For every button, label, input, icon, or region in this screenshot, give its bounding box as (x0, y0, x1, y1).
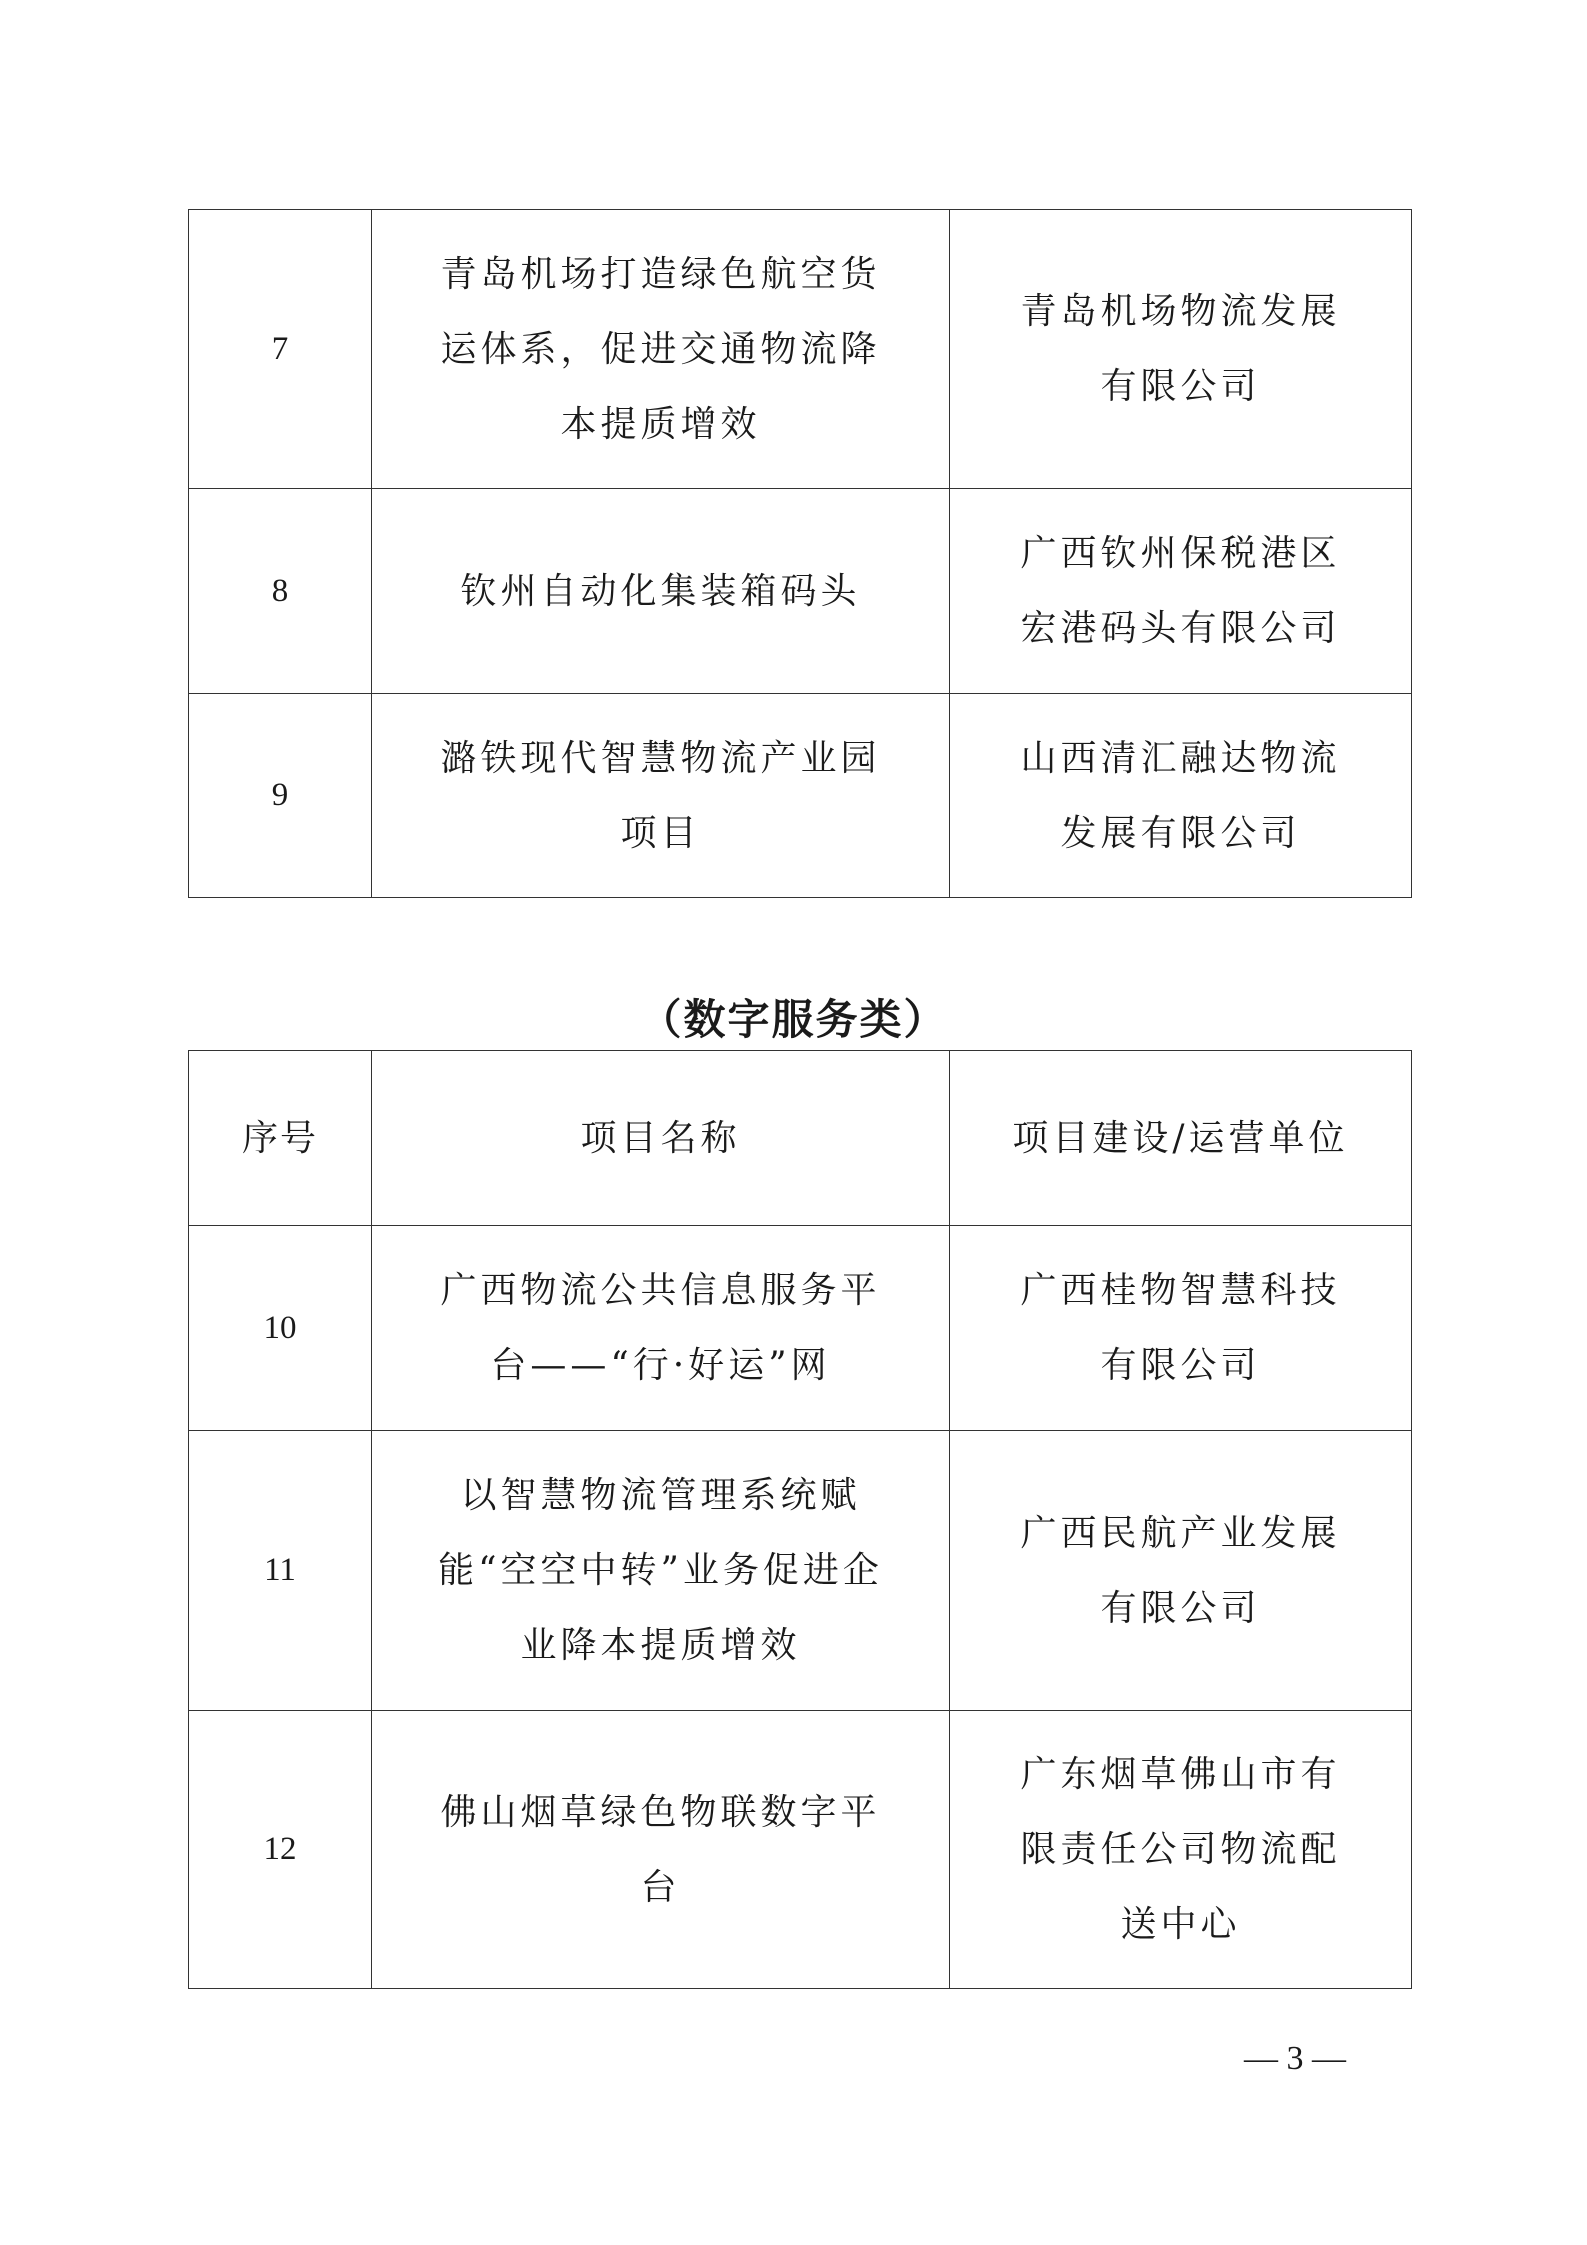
table-row (189, 1431, 1412, 1711)
row-number: 7 (189, 210, 372, 489)
header-project-name: 项目名称 (372, 1051, 950, 1226)
project-table-continued (188, 209, 1412, 898)
table-row (189, 210, 1412, 489)
row-number: 11 (189, 1431, 372, 1711)
project-organization: 广西钦州保税港区宏港码头有限公司 (950, 489, 1412, 694)
table-row (189, 489, 1412, 694)
project-name: 佛山烟草绿色物联数字平台 (372, 1711, 950, 1989)
project-name: 以智慧物流管理系统赋能“空空中转”业务促进企业降本提质增效 (372, 1431, 950, 1711)
table-row (189, 1711, 1412, 1989)
project-organization: 山西清汇融达物流发展有限公司 (950, 694, 1412, 898)
header-organization: 项目建设/运营单位 (950, 1051, 1412, 1226)
table-row (189, 694, 1412, 898)
table-row (189, 1226, 1412, 1431)
page-number: — 3 — (1244, 2040, 1346, 2077)
row-number: 12 (189, 1711, 372, 1989)
row-number: 10 (189, 1226, 372, 1431)
header-number: 序号 (189, 1051, 372, 1226)
project-name: 钦州自动化集装箱码头 (372, 489, 950, 694)
project-organization: 青岛机场物流发展有限公司 (950, 210, 1412, 489)
digital-services-table (188, 1050, 1412, 1989)
table-header-row (189, 1051, 1412, 1226)
section-title: （数字服务类） (639, 995, 948, 1044)
project-organization: 广西民航产业发展有限公司 (950, 1431, 1412, 1711)
project-organization: 广东烟草佛山市有限责任公司物流配送中心 (950, 1711, 1412, 1989)
project-organization: 广西桂物智慧科技有限公司 (950, 1226, 1412, 1431)
row-number: 9 (189, 694, 372, 898)
project-name: 广西物流公共信息服务平台——“行·好运”网 (372, 1226, 950, 1431)
project-name: 潞铁现代智慧物流产业园项目 (372, 694, 950, 898)
project-name: 青岛机场打造绿色航空货运体系，促进交通物流降本提质增效 (372, 210, 950, 489)
row-number: 8 (189, 489, 372, 694)
